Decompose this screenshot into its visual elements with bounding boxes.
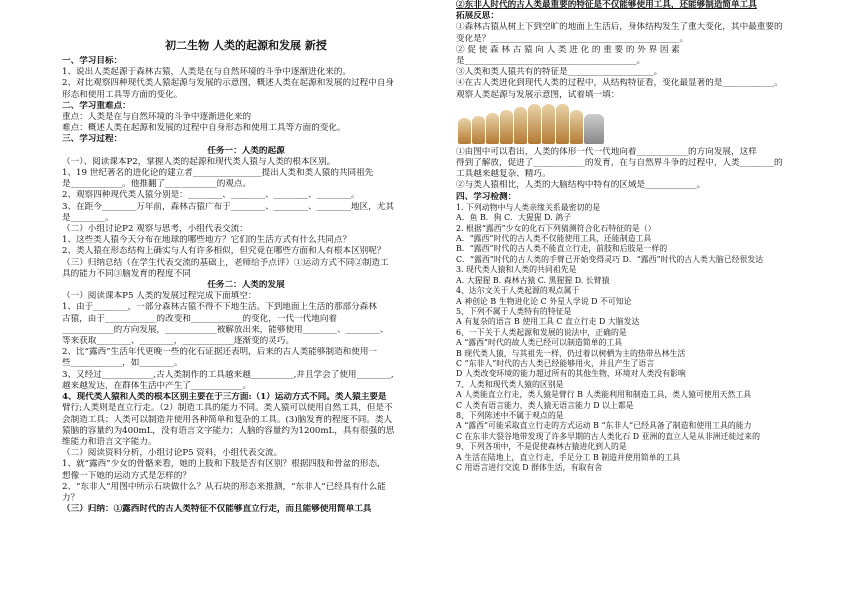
right_bottom-line: 8、下列陈述中不属于观点的是 — [456, 410, 564, 420]
evolution-stage-6 — [528, 104, 541, 144]
left-line: （一）阅读课本P5 人类的发展过程完成下面填空： — [62, 291, 257, 302]
left-line: 1、由于________，一部分森林古猿不得不下地生活。下到地面上生活的那部分森林 — [62, 302, 377, 313]
left-line: 会制造工具；人类可以制造并使用各种简单和复杂的工具。(3)脑发育的程度不同。类人 — [62, 414, 393, 425]
evolution-stage-computer — [584, 114, 604, 144]
left-line: 是________。 — [62, 212, 114, 223]
right_bottom-line: 四、学习检测： — [456, 191, 517, 202]
left-line: 具的能力不同③脑发育的程度不同 — [62, 268, 191, 279]
right_bottom-line: C “东非人”时代的古人类已经能够用火，并且产生了语言 — [456, 358, 655, 368]
left-line: （一）、阅读课本P2，掌握人类的起源和现代类人猿与人类的根本区别。 — [62, 156, 336, 167]
left-line: 1、就“露西”少女的骨骼来看，她的上肢和下肢是否有区别？根据四肢和骨盆的形态, — [62, 459, 380, 470]
right_top-line: ①森林古猿从树上下到空旷的地面上生活后，身体结构发生了重大变化，其中最重要的 — [456, 22, 783, 33]
right_bottom-line: ②与类人猿相比，人类的大脑结构中特有的区域是____________。 — [456, 180, 706, 191]
quiz-section — [456, 147, 824, 474]
right_bottom-line: C．“露西”时代的古人类的手臂已开始变得灵巧 D．“露西”时代的古人类大脑已经很发达 — [456, 254, 764, 264]
right-column — [456, 0, 824, 607]
left-line: （三）归纳总结（在学生代表交流的基础上，老师给予点评）①运动方式不同②制造工 — [62, 257, 389, 268]
left-line: 等来获取________、________，____________逐渐变的灵巧。 — [62, 336, 295, 347]
right_bottom-line: D 人类改变环境的能力超过所有的其他生物，环境对人类没有影响 — [456, 369, 686, 379]
right_bottom-line: A．鱼 B．狗 C．大猩猩 D. 鸽子 — [456, 213, 572, 223]
left-line: 3、在距今________万年前，森林古猿广布于________、________、________地区，尤其 — [62, 201, 395, 212]
right_bottom-line: 9、下列各项中，不是促使森林古猿进化到人的是 — [456, 442, 627, 452]
left-line: 重点：人类是在与自然环境的斗争中逐渐进化来的 — [62, 112, 252, 123]
right_bottom-line: 6、一下关于人类起源和发展的说法中，正确的是 — [456, 327, 627, 337]
right_top-line: 观察人类起源与发展示意图，试着填一填： — [456, 89, 620, 100]
left-line: 维能力和语言文字能力。 — [62, 436, 157, 447]
right_top-line: 是________________________________________。 — [456, 56, 646, 67]
left-column — [62, 0, 430, 607]
left-line: 3、又经过____________,古人类制作的工具越来越__________,并且学会了使用________, — [62, 369, 394, 380]
left-line: 猿脑的容量约为400mL，没有语言文字能力；人脑的容量约为1200mL，具有很强的思 — [62, 425, 395, 436]
left-line: 4、现代类人猿和人类的根本区别主要在于三方面:（1）运动方式不同。类人猿主要是 — [62, 392, 387, 403]
right_bottom-line: A 有复杂的语言 B 使用工具 C 直立行走 D 大脑发达 — [456, 317, 640, 327]
evolution-stage-5 — [514, 107, 527, 144]
left-line: ____________的方向发展，____________被解放出来，能够使用________、________、 — [62, 324, 389, 335]
evolution-stage-9 — [570, 110, 583, 144]
left-line: （二）阅读资料分析，小组讨论P5 资料，小组代表交流。 — [62, 448, 283, 459]
reflection-section — [456, 0, 824, 101]
human-evolution-figure — [458, 104, 824, 144]
left-line: 2、对比观察四种现代类人猿起源与发展的示意图，概述人类在起源和发展的过程中自身 — [62, 78, 395, 89]
right_bottom-line: C 用语言进行交流 D 群体生活，有取有舍 — [456, 463, 603, 472]
right_bottom-line: 5、下列不属于人类特有的特征是 — [456, 306, 572, 316]
left-line: 是____________。他推翻了____________的观点。 — [62, 179, 252, 190]
right_bottom-line: 1. 下列动物中与人类亲缘关系最密切的是 — [456, 202, 601, 212]
right_top-line: 拓展反思： — [456, 11, 499, 22]
left-line: 任务一：人类的起源 — [207, 145, 285, 156]
left-line: 越来越发达，在群体生活中产生了____________。 — [62, 380, 252, 391]
right_top-line: 变化是？____________________________________________。 — [456, 33, 689, 44]
evolution-stage-7 — [542, 104, 555, 144]
left-line: 2、观察四种现代类人猿分别是：________、________、________、________。 — [62, 190, 360, 201]
right_top-line: ② 促 使 森 林 古 猿 向 人 类 进 化 的 重 要 的 外 界 因 素 — [456, 44, 680, 55]
right_bottom-line: A．“露西”时代的古人类不仅能使用工具，还能制造工具 — [456, 234, 652, 244]
left-line: 形态和使用工具等方面的变化。 — [62, 89, 183, 100]
right_bottom-line: C 在东非大裂谷地带发现了许多早期的古人类化石 D 亚洲的直立人是从非洲迁徙过来的 — [456, 431, 760, 441]
right_top-line: ④在古人类进化到现代人类的过程中，从结构特征看，变化最显著的是____________。 — [456, 78, 783, 89]
right_bottom-line: 4、达尔文关于人类起源的观点属于 — [456, 286, 580, 296]
left-line: （三）归纳：①露西时代的古人类特征不仅能够直立行走，而且能够使用简单工具 — [62, 504, 372, 515]
left-line: 力？ — [62, 492, 80, 503]
left-line: 2、类人猿在形态结构上确实与人有许多相似，但究竟在哪些方面和人有根本区别呢？ — [62, 246, 386, 257]
document-title: 初二生物 人类的起源和发展 新授 — [165, 39, 327, 52]
left-line: 1、说出人类起源于森林古猿，人类是在与自然环境的斗争中逐渐进化来的。 — [62, 67, 352, 78]
right_bottom-line: 得到了解放，促进了____________的发育，在与自然界斗争的过程中，人类________的 — [456, 158, 783, 169]
left-line: 任务二：人类的发展 — [207, 280, 285, 291]
evolution-stage-1 — [458, 118, 471, 144]
left-line: 二、学习重难点： — [62, 100, 131, 111]
right_bottom-line: B．“露西”时代的古人类不能直立行走，前肢和后肢是一样的 — [456, 244, 668, 254]
left-line: 1、这些类人猿今天分布在地球的哪些地方？它们的生活方式有什么共同点？ — [62, 235, 352, 246]
right_top-line: ③人类和类人猿共有的特征是____________________。 — [456, 67, 663, 78]
left-line: 2、“东非人”用图中所示石块做什么？从石块的形态来推测，“东非人”已经具有什么能 — [62, 481, 386, 492]
left-line: 想像一下她的运动方式是怎样的？ — [62, 470, 191, 481]
left-lines — [62, 56, 430, 515]
right_bottom-line: A. 大猩猩 B. 森林古猿 C. 黑猩猩 D. 长臂猿 — [456, 275, 610, 285]
right_bottom-line: A “露西”时代的故人类已经可以制造简单的工具 — [456, 338, 623, 348]
right_bottom-line: A 人类能直立行走，类人猿是臂行 B 人类能利用和制造工具，类人猿可使用天然工具 — [456, 390, 752, 400]
left-line: 些____________，如________。 — [62, 358, 183, 369]
left-line: 2、比“露西”生活年代更晚一些的化石证据还表明，后来的古人类能够制造和使用一 — [62, 347, 378, 358]
left-line: 难点：概述人类在起源和发展的过程中自身形态和使用工具等方面的变化。 — [62, 123, 346, 134]
evolution-stage-2 — [472, 116, 485, 144]
right_bottom-line: ①由图中可以看出，人类的体形一代一代地向着____________的方向发展，这样 — [456, 146, 757, 157]
left-line: 一、学习目标： — [62, 56, 123, 66]
evolution-stage-3 — [486, 113, 499, 144]
right_bottom-line: A 神创论 B 生物进化论 C 外星人学说 D 不可知论 — [456, 296, 632, 306]
right_bottom-line: 2. 根据“露西”少女的化石下列猜测符合化石特征的是（） — [456, 223, 656, 233]
right_bottom-line: 3. 现代类人猿和人类的共同祖先是 — [456, 265, 577, 275]
right_bottom-line: 7、人类和现代类人猿的区别是 — [456, 379, 564, 389]
left-line: 臂行;人类则是直立行走。（2）制造工具的能力不同。类人猿可以使用自然工具，但是不 — [62, 403, 393, 414]
evolution-stage-4 — [500, 110, 513, 144]
right_bottom-line: A 生活在陆地上，直立行走，手足分工 B 制造并使用简单的工具 — [456, 452, 681, 462]
evolution-stage-8 — [556, 104, 569, 144]
left-line: 1、19 世纪著名的进化论的建立者________________提出人类和类人猿的共同祖先 — [62, 168, 374, 179]
right_bottom-line: A “露西”可能采取直立行走的方式运动 B “东非人”已经具备了制造和使用工具的能力 — [456, 421, 752, 431]
right_top-line: ②东非人时代的古人类最重要的特征是不仅能够使用工具，还能够制造简单工具 — [456, 0, 757, 10]
right_bottom-line: 工具越来越复杂、精巧。 — [456, 169, 551, 180]
right_bottom-line: C 人类有语言能力，类人猿无语言能力 D 以上都是 — [456, 400, 634, 410]
left-line: 三、学习过程： — [62, 134, 123, 145]
left-line: 古猿，由于____________的改变和____________的变化，一代一代地向着 — [62, 313, 338, 324]
left-line: （二）小组讨论P2 观察与思考，小组代表交流： — [62, 224, 248, 235]
right_bottom-line: B 现代类人猿，与其祖先一样，仍过着以树栖为主的热带丛林生活 — [456, 348, 686, 358]
